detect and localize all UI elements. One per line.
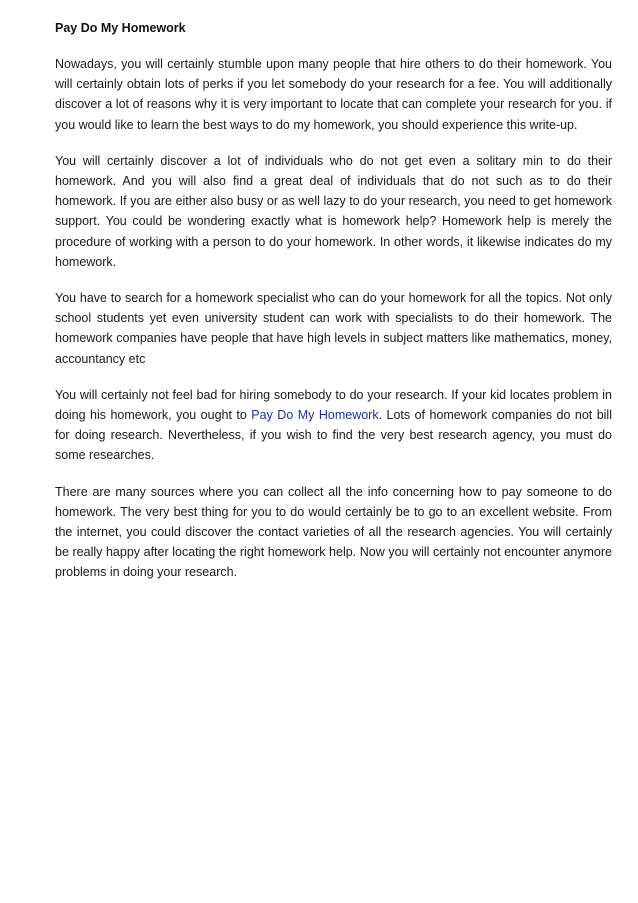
paragraph-4	[55, 385, 612, 466]
document-page	[55, 18, 612, 599]
paragraph-1: Nowadays, you will certainly stumble upon many people that hire others to do their homework. You will certainly obtain lots of perks if you let somebody do your research for a fee. You will additionally discover a lot of reasons why it is very important to locate that can complete your research for you. if you would like to learn the best ways to do my homework, you should experience this write-up.	[55, 57, 612, 132]
paragraph-5: There are many sources where you can collect all the info concerning how to pay someone to do homework. The very best thing for you to do would certainly be to go to an excellent website. From the internet, you could discover the contact varieties of all the research agencies. You will certainly be really happy after locating the right homework help. Now you will certainly not encounter anymore problems in doing your research.	[55, 484, 612, 580]
paragraph-4-text-before-link: You will certainly not feel bad for hiring somebody to do your research. If your kid locates problem in doing his homework, you ought to	[55, 387, 612, 423]
paragraph-3: You have to search for a homework specialist who can do your homework for all the topics. Not only school students yet even university student can work with specialists to do their homework. The homework companies have people that have high levels in subject matters like mathematics, money, accountancy etc	[55, 291, 612, 366]
paragraph-4-text-after-link: . Lots of homework companies do not bill for doing research. Nevertheless, if you wish to find the very best research agency, you must do some researches.	[55, 408, 612, 463]
document-title: Pay Do My Homework	[55, 21, 186, 35]
paragraph-2: You will certainly discover a lot of individuals who do not get even a solitary min to do their homework. And you will also find a great deal of individuals that do not such as to do their homework. If you are either also busy or as well lazy to do your research, you need to get homework support. You could be wondering exactly what is homework help? Homework help is merely the procedure of working with a person to do your homework. In other words, it likewise indicates do my homework.	[55, 153, 612, 269]
pay-do-my-homework-link[interactable]: Pay Do My Homework	[251, 408, 379, 423]
